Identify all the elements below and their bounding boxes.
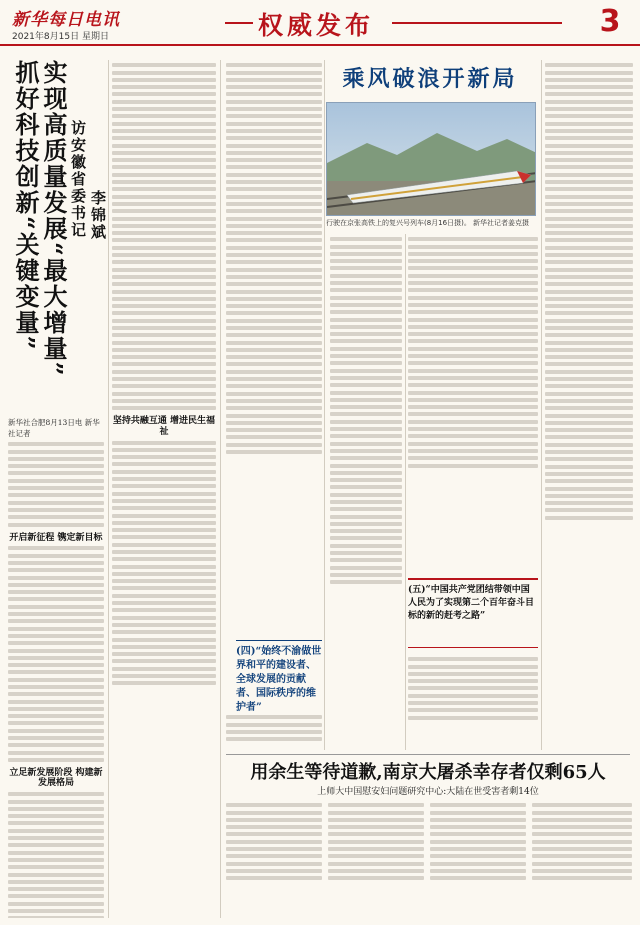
newspaper-brand: 新华每日电讯 [12, 10, 120, 30]
right-column-2 [408, 234, 538, 574]
text-lines [545, 63, 633, 519]
text-lines [112, 441, 216, 686]
text-lines [408, 657, 538, 719]
text-lines [330, 237, 402, 584]
bottom-subheadline: 上师大中国慰安妇问题研究中心:大陆在世受害者剩14位 [317, 787, 539, 797]
photo-caption: 行驶在京张高铁上的复兴号列车(8月16日摄)。 新华社记者姜克摄 [326, 219, 530, 227]
left-headline-second: 实现高质量发展“最大增量” [39, 60, 68, 378]
pull-quote: (四)“始终不渝做世界和平的建设者、全球发展的贡献者、国际秩序的维护者” [236, 640, 322, 715]
section-rule-left [225, 22, 253, 24]
masthead [0, 0, 640, 46]
right-column-1 [330, 234, 402, 750]
text-lines [8, 442, 104, 526]
bottom-column-2 [328, 800, 424, 918]
boxed-subheadline: (五)“中国共产党团结带领中国人民为了实现第二个百年奋斗目标的新的赶考之路” [408, 578, 538, 648]
left-column-1 [8, 418, 104, 918]
bottom-column-1 [226, 800, 322, 918]
right-column-2-tail [408, 654, 538, 750]
left-lead: 新华社合肥8月13日电 新华社记者 [8, 418, 100, 438]
text-lines [8, 792, 104, 918]
text-lines [226, 803, 322, 880]
text-lines [328, 803, 424, 880]
page-number: 3 [599, 4, 621, 39]
text-lines [226, 63, 322, 454]
left-subtitle-1: 访安徽省委书记 [69, 120, 87, 239]
text-lines [112, 63, 216, 410]
bottom-headline: 用余生等待道歉,南京大屠杀幸存者仅剩65人 [250, 762, 606, 783]
section-title: 权威发布 [258, 11, 375, 40]
issue-date: 2021年8月15日 星期日 [12, 32, 109, 42]
left-headline-main: 抓好科技创新“关键变量” [11, 60, 40, 352]
text-lines [430, 803, 526, 880]
text-lines [8, 546, 104, 762]
section-rule-right [392, 22, 562, 24]
left-subhead-3: 坚持共融互通 增进民生福祉 [112, 416, 216, 437]
column-rule [324, 60, 325, 750]
column-rule [541, 60, 542, 750]
bottom-story-rule [226, 754, 630, 755]
right-column-3 [545, 60, 633, 750]
text-lines [408, 237, 538, 467]
text-lines [226, 715, 322, 741]
train-photo [326, 102, 536, 216]
left-subhead-1: 开启新征程 镌定新目标 [9, 532, 103, 543]
bottom-column-3 [430, 800, 526, 918]
middle-column [226, 60, 322, 635]
train-photo-illustration [327, 103, 536, 216]
feature-title: 乘风破浪开新局 [342, 66, 518, 92]
column-rule [108, 60, 109, 918]
left-column-2 [112, 60, 216, 918]
left-subtitle-2: 李锦斌 [89, 190, 107, 241]
column-rule [220, 60, 221, 918]
middle-column-tail [226, 712, 322, 750]
bottom-column-4 [532, 800, 632, 918]
column-rule [405, 234, 406, 750]
left-subhead-2: 立足新发展阶段 构建新发展格局 [9, 767, 103, 789]
text-lines [532, 803, 632, 880]
